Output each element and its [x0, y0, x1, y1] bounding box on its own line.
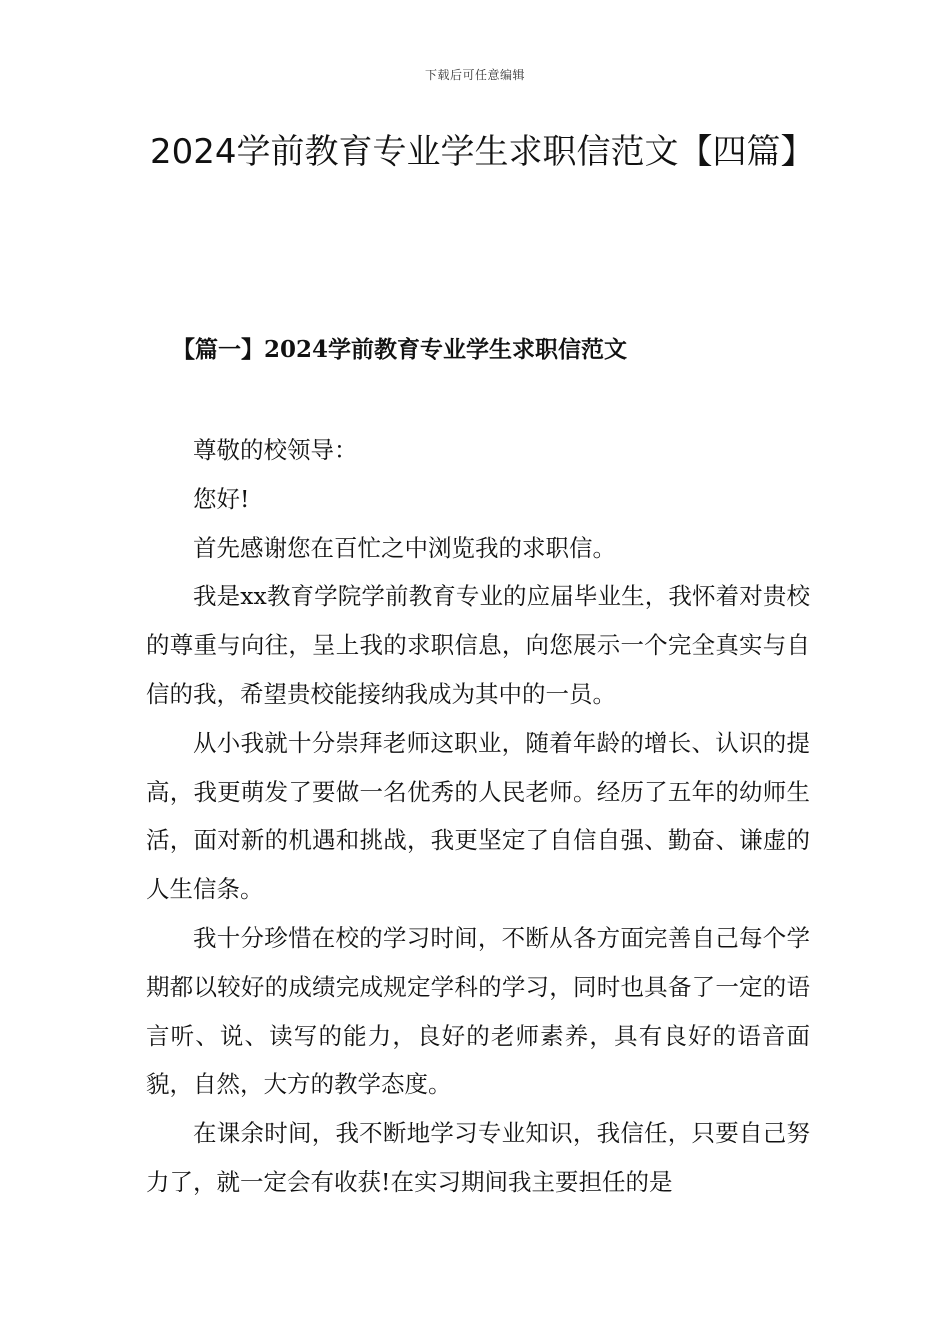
salutation: 尊敬的校领导： — [193, 436, 358, 464]
greeting: 您好! — [193, 484, 250, 513]
document-title: 2024学前教育专业学生求职信范文【四篇】 — [150, 132, 815, 172]
letter-body — [146, 426, 810, 1207]
paragraph-thanks: 首先感谢您在百忙之中浏览我的求职信。 — [193, 533, 616, 562]
paragraph-study: 我十分珍惜在校的学习时间，不断从各方面完善自己每个学期都以较好的成绩完成规定学科的学习，同时也具备了一定的语言听、说、读写的能力，良好的老师素养，具有良好的语音面貌，自然，大方的教学态度。 — [146, 923, 810, 1099]
section-heading: 【篇一】2024学前教育专业学生求职信范文 — [172, 336, 628, 363]
paragraph-aspiration: 从小我就十分崇拜老师这职业，随着年龄的增长、认识的提高，我更萌发了要做一名优秀的人民老师。经历了五年的幼师生活，面对新的机遇和挑战，我更坚定了自信自强、勤奋、谦虚的人生信条。 — [146, 728, 810, 904]
paragraph-introduction: 我是xx教育学院学前教育专业的应届毕业生，我怀着对贵校的尊重与向往，呈上我的求职信息，向您展示一个完全真实与自信的我，希望贵校能接纳我成为其中的一员。 — [146, 582, 810, 708]
paragraph-extracurricular: 在课余时间，我不断地学习专业知识，我信任，只要自己努力了，就一定会有收获!在实习期间我主要担任的是 — [146, 1119, 810, 1196]
download-note: 下载后可任意编辑 — [424, 68, 525, 82]
